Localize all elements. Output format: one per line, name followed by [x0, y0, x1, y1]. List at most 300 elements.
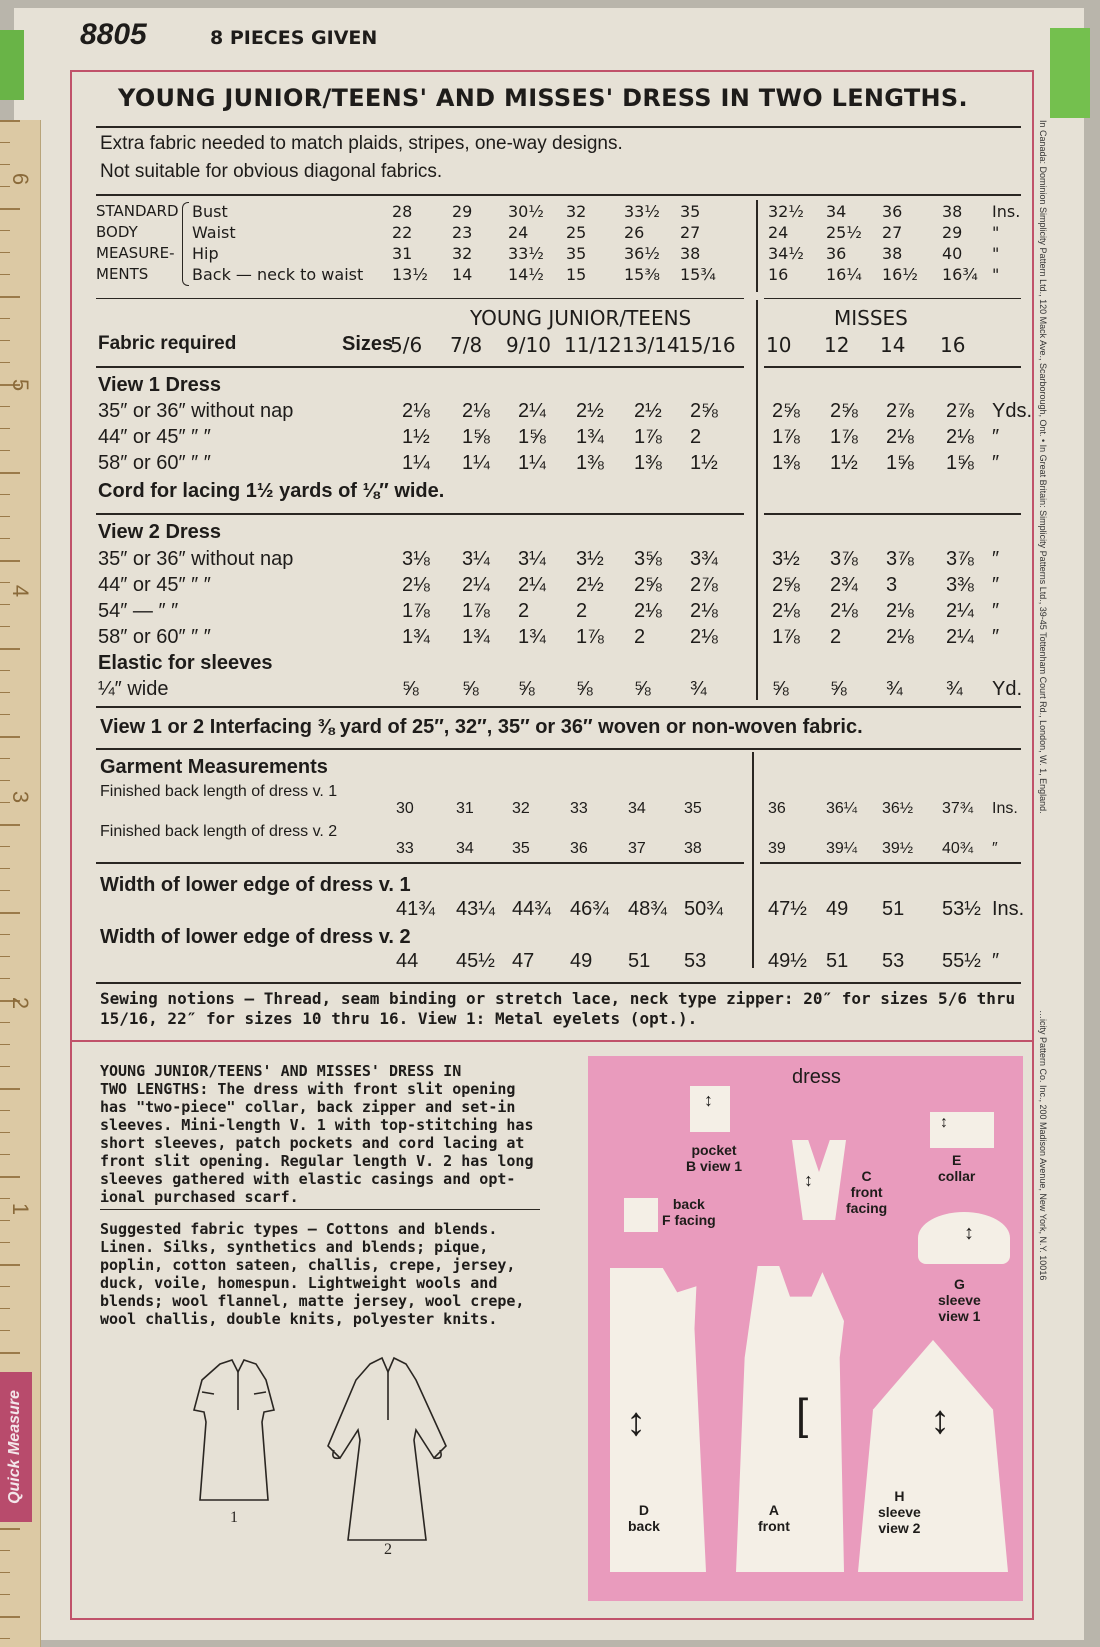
- yardage-row-label: 35″ or 36″ without nap: [98, 400, 294, 422]
- divider: [764, 298, 1021, 299]
- yardage-value: 3¼: [518, 548, 546, 570]
- garment-value: 36: [570, 840, 588, 857]
- tape-tick: [0, 142, 10, 143]
- garment-value: 53: [684, 950, 707, 972]
- yardage-value: 2⅛: [886, 626, 914, 648]
- yardage-value: 3¼: [462, 548, 490, 570]
- yardage-unit: ″: [992, 426, 1000, 448]
- tape-tick: [0, 164, 10, 165]
- tape-tick: [0, 1286, 10, 1287]
- divider: [96, 706, 1021, 708]
- measurement-value: 14½: [508, 265, 544, 284]
- pieces-title: dress: [792, 1066, 841, 1088]
- view2-dress-sketch: [328, 1358, 446, 1540]
- garment-value: 37¾: [942, 800, 974, 817]
- tape-number: 5: [8, 378, 34, 392]
- garment-value: 36¼: [826, 800, 858, 817]
- column-divider: [756, 200, 758, 292]
- yardage-row-label: 54″ — ″ ″: [98, 600, 179, 622]
- yardage-value: 1⅞: [576, 626, 604, 648]
- grain-arrow-icon: ↕: [940, 1114, 948, 1131]
- yardage-value: 2⅝: [772, 400, 800, 422]
- piece-e-label: [938, 1152, 975, 1184]
- pink-divider: [72, 1040, 1032, 1042]
- measurement-value: 25½: [826, 223, 862, 242]
- yardage-value: 1⅞: [830, 426, 858, 448]
- measurement-unit: ": [992, 223, 1000, 242]
- piece-f-sub: facing: [674, 1212, 716, 1228]
- tape-tick: [0, 1088, 20, 1090]
- piece-e-name: collar: [938, 1168, 976, 1184]
- measurement-unit: ": [992, 244, 1000, 263]
- yardage-value: 2¼: [946, 626, 974, 648]
- piece-f-label: [662, 1196, 716, 1228]
- garment-value: 39¼: [826, 840, 858, 857]
- interfacing-note: View 1 or 2 Interfacing ⅜ yard of 25″, 32″, 35″ or 36″ woven or non-woven fabric.: [100, 716, 863, 738]
- yardage-value: 2¾: [830, 574, 858, 596]
- elastic-value: ⅝: [830, 678, 847, 700]
- yardage-unit: ″: [992, 600, 1000, 622]
- grain-arrow-icon: ↕: [626, 1400, 646, 1444]
- measurement-value: 33½: [624, 202, 660, 221]
- pattern-number: 8805: [80, 18, 147, 51]
- bracket-shape: [182, 202, 189, 286]
- elastic-value: ⅝: [634, 678, 651, 700]
- measurement-value: 30½: [508, 202, 544, 221]
- yardage-value: 3½: [772, 548, 800, 570]
- tape-tick: [0, 362, 10, 363]
- garment-value: 49½: [768, 950, 807, 972]
- yardage-unit: Yds.: [992, 400, 1033, 422]
- piece-b-name: pocket: [691, 1142, 737, 1158]
- yardage-value: 2: [690, 426, 702, 448]
- tape-tick: [0, 1330, 10, 1331]
- measurement-value: 32: [566, 202, 587, 221]
- garment-value: 32: [512, 800, 530, 817]
- piece-a-shape: [736, 1266, 844, 1572]
- yardage-value: 2⅛: [690, 600, 718, 622]
- yardage-unit: ″: [992, 452, 1000, 474]
- yardage-value: 1½: [690, 452, 718, 474]
- garment-value: 47½: [768, 898, 807, 920]
- measurement-value: 26: [624, 223, 645, 242]
- piece-a-label: [758, 1502, 790, 1534]
- piece-c-label: [846, 1168, 887, 1216]
- sizes-label: Sizes: [342, 333, 394, 355]
- pieces-given: 8 PIECES GIVEN: [210, 27, 378, 49]
- tape-tick: [0, 1594, 10, 1595]
- yardage-row-label: 58″ or 60″ ″ ″: [98, 452, 211, 474]
- tape-tick: [0, 1638, 10, 1639]
- garment-value: 33: [570, 800, 588, 817]
- tape-tick: [0, 1550, 10, 1551]
- elastic-unit: Yd.: [992, 678, 1023, 700]
- garment-value: 36: [768, 800, 786, 817]
- measurement-value: 27: [882, 223, 903, 242]
- measurement-value: 16: [768, 265, 789, 284]
- tape-tick: [0, 1044, 10, 1045]
- size-label: 13/14: [622, 333, 680, 357]
- measurement-label-line: BODY: [96, 223, 138, 241]
- misses-title: MISSES: [834, 306, 908, 330]
- fabric-note-2: Not suitable for obvious diagonal fabrics.: [100, 161, 443, 182]
- measurement-label-line: MEASURE-: [96, 244, 175, 262]
- view1-number: 1: [230, 1509, 238, 1526]
- measurement-value: 29: [452, 202, 473, 221]
- tape-tick: [0, 1132, 10, 1133]
- tape-tick: [0, 824, 20, 826]
- garment-value: 51: [826, 950, 849, 972]
- size-label: 5/6: [390, 333, 423, 357]
- description-line: TWO LENGTHS: The dress with front slit opening: [100, 1080, 516, 1098]
- measurement-value: 36: [882, 202, 903, 221]
- tape-tick: [0, 758, 10, 759]
- garment-value: 51: [882, 898, 905, 920]
- tape-tick: [0, 582, 10, 583]
- view1-dress-sketch: [194, 1360, 274, 1500]
- tape-tick: [0, 296, 20, 298]
- description-line: short sleeves, patch pockets and cord lacing at: [100, 1134, 525, 1152]
- tape-tick: [0, 934, 10, 935]
- measurement-value: 33½: [508, 244, 544, 263]
- piece-h-label: [878, 1488, 921, 1536]
- garment-value: 49: [826, 898, 849, 920]
- tape-number: 2: [8, 996, 34, 1010]
- yardage-unit: ″: [992, 626, 1000, 648]
- tape-tick: [0, 1176, 20, 1178]
- tape-number: 4: [8, 584, 34, 598]
- tape-tick: [0, 692, 10, 693]
- yardage-value: 1⅜: [772, 452, 800, 474]
- tape-tick: [0, 1066, 10, 1067]
- tape-tick: [0, 912, 20, 914]
- divider: [96, 982, 1021, 984]
- tape-tick: [0, 450, 10, 451]
- fabric-type-line: Linen. Silks, synthetics and blends; pique,: [100, 1238, 489, 1256]
- measurement-value: 15: [566, 265, 587, 284]
- yardage-value: 1⅞: [772, 626, 800, 648]
- tape-tick: [0, 670, 10, 671]
- measurement-value: 36: [826, 244, 847, 263]
- piece-d-label: [628, 1502, 660, 1534]
- size-label: 16: [940, 333, 966, 357]
- tape-tick: [0, 736, 20, 738]
- tape-tick: [0, 714, 10, 715]
- measurement-value: 27: [680, 223, 701, 242]
- tape-tick: [0, 472, 20, 474]
- piece-d-name: back: [628, 1518, 660, 1534]
- measurement-value: 38: [882, 244, 903, 263]
- yardage-value: 2¼: [518, 574, 546, 596]
- yardage-value: 1⅜: [634, 452, 662, 474]
- tape-tick: [0, 648, 20, 650]
- measurement-row-name: Hip: [192, 244, 219, 263]
- tape-tick: [0, 494, 10, 495]
- garment-value: 55½: [942, 950, 981, 972]
- elastic-value: ⅝: [576, 678, 593, 700]
- garment-value: 43¼: [456, 898, 495, 920]
- elastic-value: ⅝: [772, 678, 789, 700]
- yardage-value: 1⅝: [462, 426, 490, 448]
- description-line: YOUNG JUNIOR/TEENS' AND MISSES' DRESS IN: [100, 1062, 462, 1080]
- size-label: 7/8: [450, 333, 483, 357]
- piece-h-name: sleeve: [878, 1504, 921, 1520]
- elastic-width: ¼″ wide: [98, 678, 169, 700]
- yardage-value: 3⅞: [946, 548, 974, 570]
- back-length-v2-label: Finished back length of dress v. 2: [100, 823, 338, 840]
- yardage-value: 3⅝: [634, 548, 662, 570]
- garment-value: 35: [684, 800, 702, 817]
- fold-bracket-icon: [: [796, 1390, 809, 1439]
- page-title: YOUNG JUNIOR/TEENS' AND MISSES' DRESS IN TWO LENGTHS.: [118, 84, 968, 112]
- divider: [96, 862, 744, 864]
- garment-value: 48¾: [628, 898, 667, 920]
- tape-tick: [0, 120, 20, 122]
- green-tab-left: [0, 30, 24, 100]
- garment-value: 39½: [882, 840, 914, 857]
- yardage-value: 2: [518, 600, 530, 622]
- view2-number: 2: [384, 1541, 392, 1558]
- size-label: 14: [880, 333, 906, 357]
- measurement-value: 22: [392, 223, 413, 242]
- yardage-value: 1⅞: [772, 426, 800, 448]
- elastic-value: ⅝: [518, 678, 535, 700]
- fabric-type-line: wool challis, double knits, polyester knits.: [100, 1310, 498, 1328]
- size-label: 10: [766, 333, 792, 357]
- garment-value: 35: [512, 840, 530, 857]
- grain-arrow-icon: ↕: [704, 1090, 713, 1110]
- tape-tick: [0, 208, 20, 210]
- column-divider: [756, 300, 758, 700]
- divider: [96, 513, 744, 515]
- yardage-value: 2⅝: [690, 400, 718, 422]
- tape-tick: [0, 428, 10, 429]
- tape-tick: [0, 1154, 10, 1155]
- garment-value: 38: [684, 840, 702, 857]
- garment-value: 41¾: [396, 898, 435, 920]
- yardage-unit: ″: [992, 548, 1000, 570]
- tape-tick: [0, 1572, 10, 1573]
- yardage-value: 3½: [576, 548, 604, 570]
- yardage-value: 2⅝: [772, 574, 800, 596]
- tape-tick: [0, 956, 10, 957]
- yardage-value: 1¾: [462, 626, 490, 648]
- yardage-value: 1¼: [462, 452, 490, 474]
- green-tab-right: [1050, 28, 1090, 118]
- garment-value: 39: [768, 840, 786, 857]
- grain-arrow-icon: ↕: [964, 1222, 974, 1244]
- divider: [96, 298, 744, 299]
- garment-unit: ″: [992, 950, 1000, 972]
- tape-tick: [0, 1198, 10, 1199]
- measurement-value: 15¾: [680, 265, 716, 284]
- yardage-value: 1½: [830, 452, 858, 474]
- yardage-value: 2⅝: [634, 574, 662, 596]
- measurement-value: 35: [566, 244, 587, 263]
- garment-value: 53: [882, 950, 905, 972]
- yardage-value: 1⅞: [462, 600, 490, 622]
- tape-tick: [0, 406, 10, 407]
- yardage-value: 1⅞: [402, 600, 430, 622]
- measurement-value: 13½: [392, 265, 428, 284]
- sewing-notions-line1: Sewing notions — Thread, seam binding or stretch lace, neck type zipper: 20″ for sizes 5/6 thru: [100, 989, 1016, 1008]
- description-line: front slit opening. Regular length V. 2 has long: [100, 1152, 534, 1170]
- elastic-value: ⅝: [462, 678, 479, 700]
- tape-tick: [0, 1352, 20, 1354]
- garment-unit: Ins.: [992, 800, 1018, 817]
- piece-c-name: front: [850, 1184, 883, 1200]
- grain-arrow-icon: ↕: [930, 1398, 950, 1442]
- measurement-value: 16¾: [942, 265, 978, 284]
- yardage-value: 2⅛: [946, 426, 974, 448]
- yardage-row-label: 44″ or 45″ ″ ″: [98, 574, 211, 596]
- yardage-row-label: 35″ or 36″ without nap: [98, 548, 294, 570]
- measurement-value: 16¼: [826, 265, 862, 284]
- yardage-value: 2⅛: [690, 626, 718, 648]
- measurement-value: 24: [768, 223, 789, 242]
- garment-value: 31: [456, 800, 474, 817]
- yardage-value: 2½: [576, 400, 604, 422]
- measurement-value: 38: [942, 202, 963, 221]
- yardage-value: 3¾: [690, 548, 718, 570]
- tape-tick: [0, 1022, 10, 1023]
- description-line: ional purchased scarf.: [100, 1188, 299, 1206]
- yardage-value: 2¼: [462, 574, 490, 596]
- tape-tick: [0, 230, 10, 231]
- measurement-value: 36½: [624, 244, 660, 263]
- yardage-row-label: 44″ or 45″ ″ ″: [98, 426, 211, 448]
- measurement-row-name: Waist: [192, 223, 236, 242]
- garment-value: 37: [628, 840, 646, 857]
- measurement-value: 14: [452, 265, 473, 284]
- garment-value: 34: [628, 800, 646, 817]
- tape-tick: [0, 252, 10, 253]
- piece-f-letter: F: [662, 1212, 671, 1228]
- elastic-value: ⅝: [402, 678, 419, 700]
- yardage-value: 2½: [576, 574, 604, 596]
- divider: [96, 748, 1021, 750]
- measurement-value: 32: [452, 244, 473, 263]
- yardage-unit: ″: [992, 574, 1000, 596]
- garment-value: 45½: [456, 950, 495, 972]
- tape-number: 1: [8, 1202, 34, 1216]
- measurement-label-line: STANDARD: [96, 202, 179, 220]
- measurement-value: 25: [566, 223, 587, 242]
- yardage-value: 1⅞: [634, 426, 662, 448]
- tape-tick: [0, 978, 10, 979]
- measurement-row-name: Bust: [192, 202, 228, 221]
- tape-number: 6: [8, 172, 34, 186]
- size-label: 15/16: [678, 333, 736, 357]
- yardage-value: 1⅜: [576, 452, 604, 474]
- tape-tick: [0, 846, 10, 847]
- tape-tick: [0, 1528, 20, 1530]
- elastic-value: ¾: [690, 678, 707, 700]
- garment-value: 44: [396, 950, 419, 972]
- garment-value: 44¾: [512, 898, 551, 920]
- tape-tick: [0, 1110, 10, 1111]
- yardage-value: 2⅞: [946, 400, 974, 422]
- description-line: sleeves gathered with elastic casings and opt-: [100, 1170, 516, 1188]
- garment-value: 36½: [882, 800, 914, 817]
- piece-b-label: [686, 1142, 742, 1174]
- yardage-value: 1⅝: [886, 452, 914, 474]
- yardage-value: 2⅛: [402, 400, 430, 422]
- measurement-unit: Ins.: [992, 202, 1021, 221]
- tape-tick: [0, 626, 10, 627]
- measurement-value: 15⅜: [624, 265, 660, 284]
- tape-tick: [0, 318, 10, 319]
- garment-value: 50¾: [684, 898, 723, 920]
- lower-edge-v1-label: Width of lower edge of dress v. 1: [100, 874, 411, 896]
- yardage-value: 2⅛: [772, 600, 800, 622]
- measurement-value: 16½: [882, 265, 918, 284]
- yardage-value: 2⅝: [830, 400, 858, 422]
- piece-b-letter: B: [686, 1158, 697, 1174]
- fabric-type-line: Suggested fabric types — Cottons and blends.: [100, 1220, 498, 1238]
- yardage-value: 2¼: [518, 400, 546, 422]
- piece-h-sub: view 2: [878, 1520, 921, 1536]
- publisher-address-2: …icity Pattern Co. Inc., 200 Madison Avenue, New York, N.Y. 10016: [1038, 1010, 1048, 1281]
- measurement-value: 28: [392, 202, 413, 221]
- yardage-value: 2⅛: [402, 574, 430, 596]
- yardage-value: 3: [886, 574, 898, 596]
- measurement-value: 23: [452, 223, 473, 242]
- garment-value: 34: [456, 840, 474, 857]
- tape-tick: [0, 890, 10, 891]
- garment-heading: Garment Measurements: [100, 756, 328, 778]
- garment-value: 51: [628, 950, 651, 972]
- yardage-value: 1¼: [518, 452, 546, 474]
- measurement-unit: ": [992, 265, 1000, 284]
- measurement-value: 24: [508, 223, 529, 242]
- yardage-value: 2⅞: [690, 574, 718, 596]
- sewing-notions-line2: 15/16, 22″ for sizes 10 thru 16. View 1: Metal eyelets (opt.).: [100, 1009, 698, 1028]
- measurement-value: 34½: [768, 244, 804, 263]
- divider: [96, 194, 1021, 196]
- divider: [100, 1209, 540, 1210]
- piece-c-sub: facing: [846, 1200, 888, 1216]
- garment-value: 53½: [942, 898, 981, 920]
- description-line: has "two-piece" collar, back zipper and set-in: [100, 1098, 516, 1116]
- measurement-value: 31: [392, 244, 413, 263]
- tape-tick: [0, 538, 10, 539]
- measurement-value: 40: [942, 244, 963, 263]
- tape-tick: [0, 274, 10, 275]
- divider: [96, 366, 744, 368]
- tape-tick: [0, 1242, 10, 1243]
- grain-arrow-icon: ↕: [804, 1170, 813, 1190]
- description-line: sleeves. Mini-length V. 1 with top-stitching has: [100, 1116, 534, 1134]
- yardage-value: 2½: [634, 400, 662, 422]
- tape-tick: [0, 516, 10, 517]
- divider: [764, 513, 1021, 515]
- measurement-value: 38: [680, 244, 701, 263]
- back-length-v1-label: Finished back length of dress v. 1: [100, 783, 338, 800]
- piece-a-letter: A: [768, 1502, 779, 1518]
- elastic-label: Elastic for sleeves: [98, 652, 273, 674]
- tape-tick: [0, 186, 10, 187]
- measurement-value: 32½: [768, 202, 804, 221]
- yardage-value: 1½: [402, 426, 430, 448]
- tape-tick: [0, 1308, 10, 1309]
- tape-tick: [0, 1616, 20, 1618]
- garment-value: 40¾: [942, 840, 974, 857]
- yardage-value: 1¾: [518, 626, 546, 648]
- yardage-value: 3⅛: [402, 548, 430, 570]
- piece-g-label: [938, 1276, 981, 1324]
- young-junior-title: YOUNG JUNIOR/TEENS: [470, 306, 692, 330]
